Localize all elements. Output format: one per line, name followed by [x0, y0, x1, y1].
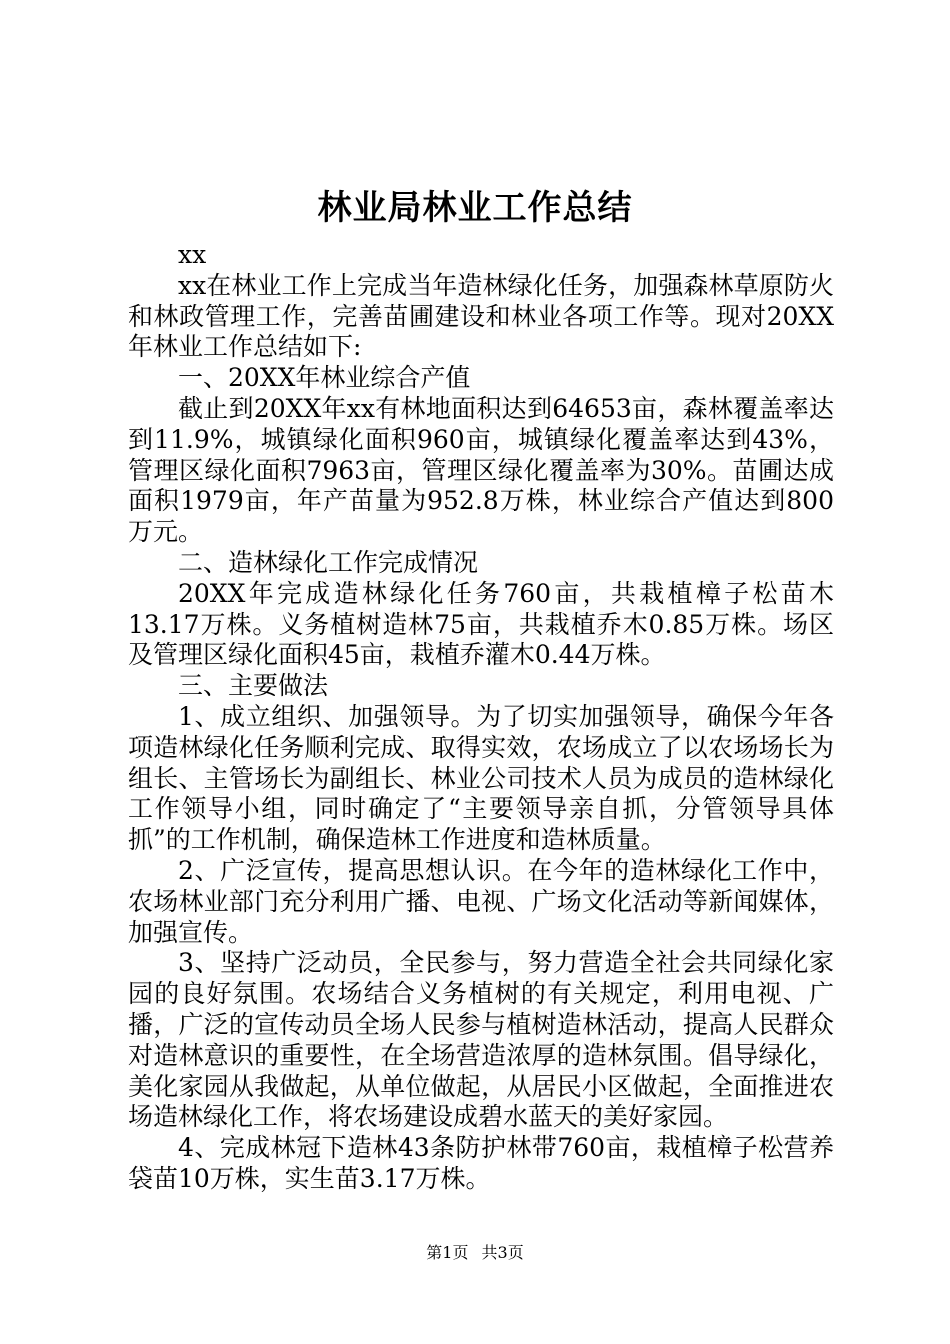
section-heading-2: 二、造林绿化工作完成情况 [178, 547, 479, 577]
section-heading-1: 一、20XX年林业综合产值 [178, 363, 471, 393]
document-body [128, 240, 834, 1195]
document-title: 林业局林业工作总结 [317, 188, 633, 228]
paragraph-output-value: 截止到20XX年xx有林地面积达到64653亩，森林覆盖率达到11.9%，城镇绿化面积960亩，城镇绿化覆盖率达到43%，管理区绿化面积7963亩，管理区绿化覆盖率为30%。苗圃达成面积1979亩，年产苗量为952.8万株，林业综合产值达到800万元。 [128, 393, 834, 547]
paragraph-author: xx [178, 240, 207, 269]
paragraph-method-1: 1、成立组织、加强领导。为了切实加强领导，确保今年各项造林绿化任务顺利完成、取得实效，农场成立了以农场场长为组长、主管场长为副组长、林业公司技术人员为成员的造林绿化工作领导小组，同时确定了“主要领导亲自抓，分管领导具体抓”的工作机制，确保造林工作进度和造林质量。 [128, 701, 834, 855]
paragraph-method-2: 2、广泛宣传，提高思想认识。在今年的造林绿化工作中，农场林业部门充分利用广播、电视、广场文化活动等新闻媒体，加强宣传。 [128, 855, 834, 947]
paragraph-method-4: 4、完成林冠下造林43条防护林带760亩，栽植樟子松营养袋苗10万株，实生苗3.17万株。 [128, 1133, 834, 1193]
page-total: 共3页 [481, 1243, 524, 1262]
page-number: 第1页 [426, 1243, 469, 1262]
section-heading-3: 三、主要做法 [178, 671, 329, 701]
paragraph-afforestation-results: 20XX年完成造林绿化任务760亩，共栽植樟子松苗木13.17万株。义务植树造林75亩，共栽植乔木0.85万株。场区及管理区绿化面积45亩，栽植乔灌木0.44万株。 [128, 578, 834, 670]
paragraph-intro: xx在林业工作上完成当年造林绿化任务，加强森林草原防火和林政管理工作，完善苗圃建设和林业各项工作等。现对20XX年林业工作总结如下: [128, 270, 834, 362]
paragraph-method-3: 3、坚持广泛动员，全民参与，努力营造全社会共同绿化家园的良好氛围。农场结合义务植树的有关规定，利用电视、广播，广泛的宣传动员全场人民参与植树造林活动，提高人民群众对造林意识的重要性，在全场营造浓厚的造林氛围。倡导绿化，美化家园从我做起，从单位做起，从居民小区做起，全面推进农场造林绿化工作，将农场建设成碧水蓝天的美好家园。 [128, 948, 834, 1132]
page-footer [0, 1243, 950, 1263]
